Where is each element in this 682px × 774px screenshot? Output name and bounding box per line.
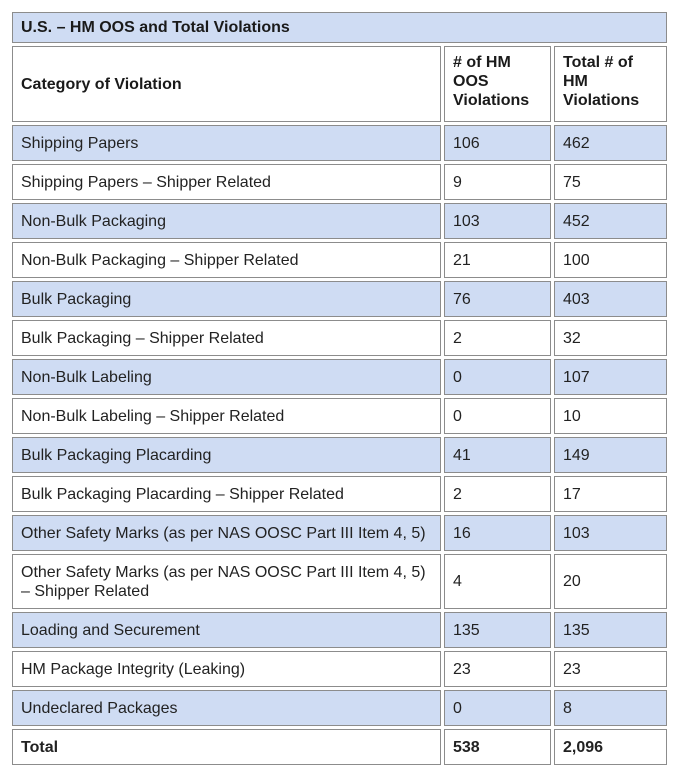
header-total-line2: HM [563,73,588,90]
row-category: Loading and Securement [12,612,441,648]
row-total-count: 17 [554,476,667,512]
row-total-count: 23 [554,651,667,687]
header-category: Category of Violation [12,46,441,122]
row-oos-count: 0 [444,690,551,726]
row-total-count: 20 [554,554,667,609]
row-category: Other Safety Marks (as per NAS OOSC Part III Item 4, 5) [12,515,441,551]
header-oos-line1: # of HM [453,54,511,71]
total-total: 2,096 [554,729,667,765]
table-row [12,612,667,648]
header-oos-line2: OOS [453,73,489,90]
row-category: Shipping Papers – Shipper Related [12,164,441,200]
row-oos-count: 16 [444,515,551,551]
row-category: Non-Bulk Packaging [12,203,441,239]
table-row [12,437,667,473]
row-total-count: 149 [554,437,667,473]
row-oos-count: 4 [444,554,551,609]
row-oos-count: 0 [444,398,551,434]
table-row [12,690,667,726]
table-row [12,320,667,356]
row-oos-count: 76 [444,281,551,317]
header-total-line3: Violations [563,92,640,109]
row-oos-count: 41 [444,437,551,473]
table-row [12,651,667,687]
header-total-line1: Total # of [563,54,633,71]
row-oos-count: 9 [444,164,551,200]
row-total-count: 403 [554,281,667,317]
row-category: HM Package Integrity (Leaking) [12,651,441,687]
row-category: Bulk Packaging Placarding [12,437,441,473]
violations-table [9,9,670,768]
row-oos-count: 106 [444,125,551,161]
row-category: Non-Bulk Labeling – Shipper Related [12,398,441,434]
header-oos-line3: Violations [453,92,530,109]
header-oos-violations [444,46,551,122]
row-category: Bulk Packaging [12,281,441,317]
table-row [12,281,667,317]
row-oos-count: 23 [444,651,551,687]
table-row [12,515,667,551]
row-category: Non-Bulk Labeling [12,359,441,395]
row-category: Undeclared Packages [12,690,441,726]
total-label: Total [12,729,441,765]
row-oos-count: 0 [444,359,551,395]
violations-table-container [9,9,670,768]
header-total-violations [554,46,667,122]
table-row [12,203,667,239]
table-row [12,164,667,200]
row-total-count: 107 [554,359,667,395]
table-row [12,242,667,278]
table-row [12,554,667,609]
row-oos-count: 2 [444,320,551,356]
table-row [12,359,667,395]
row-total-count: 32 [554,320,667,356]
total-oos: 538 [444,729,551,765]
row-total-count: 75 [554,164,667,200]
row-category: Bulk Packaging Placarding – Shipper Related [12,476,441,512]
row-category: Shipping Papers [12,125,441,161]
row-total-count: 462 [554,125,667,161]
row-oos-count: 21 [444,242,551,278]
row-category: Non-Bulk Packaging – Shipper Related [12,242,441,278]
table-title: U.S. – HM OOS and Total Violations [12,12,667,43]
row-total-count: 100 [554,242,667,278]
row-oos-count: 103 [444,203,551,239]
row-oos-count: 135 [444,612,551,648]
row-category: Bulk Packaging – Shipper Related [12,320,441,356]
row-category: Other Safety Marks (as per NAS OOSC Part III Item 4, 5) – Shipper Related [12,554,441,609]
row-total-count: 135 [554,612,667,648]
table-title-row [12,12,667,43]
table-row [12,125,667,161]
row-total-count: 452 [554,203,667,239]
row-total-count: 103 [554,515,667,551]
row-total-count: 8 [554,690,667,726]
table-header-row [12,46,667,122]
row-total-count: 10 [554,398,667,434]
table-total-row [12,729,667,765]
row-oos-count: 2 [444,476,551,512]
table-row [12,398,667,434]
table-row [12,476,667,512]
